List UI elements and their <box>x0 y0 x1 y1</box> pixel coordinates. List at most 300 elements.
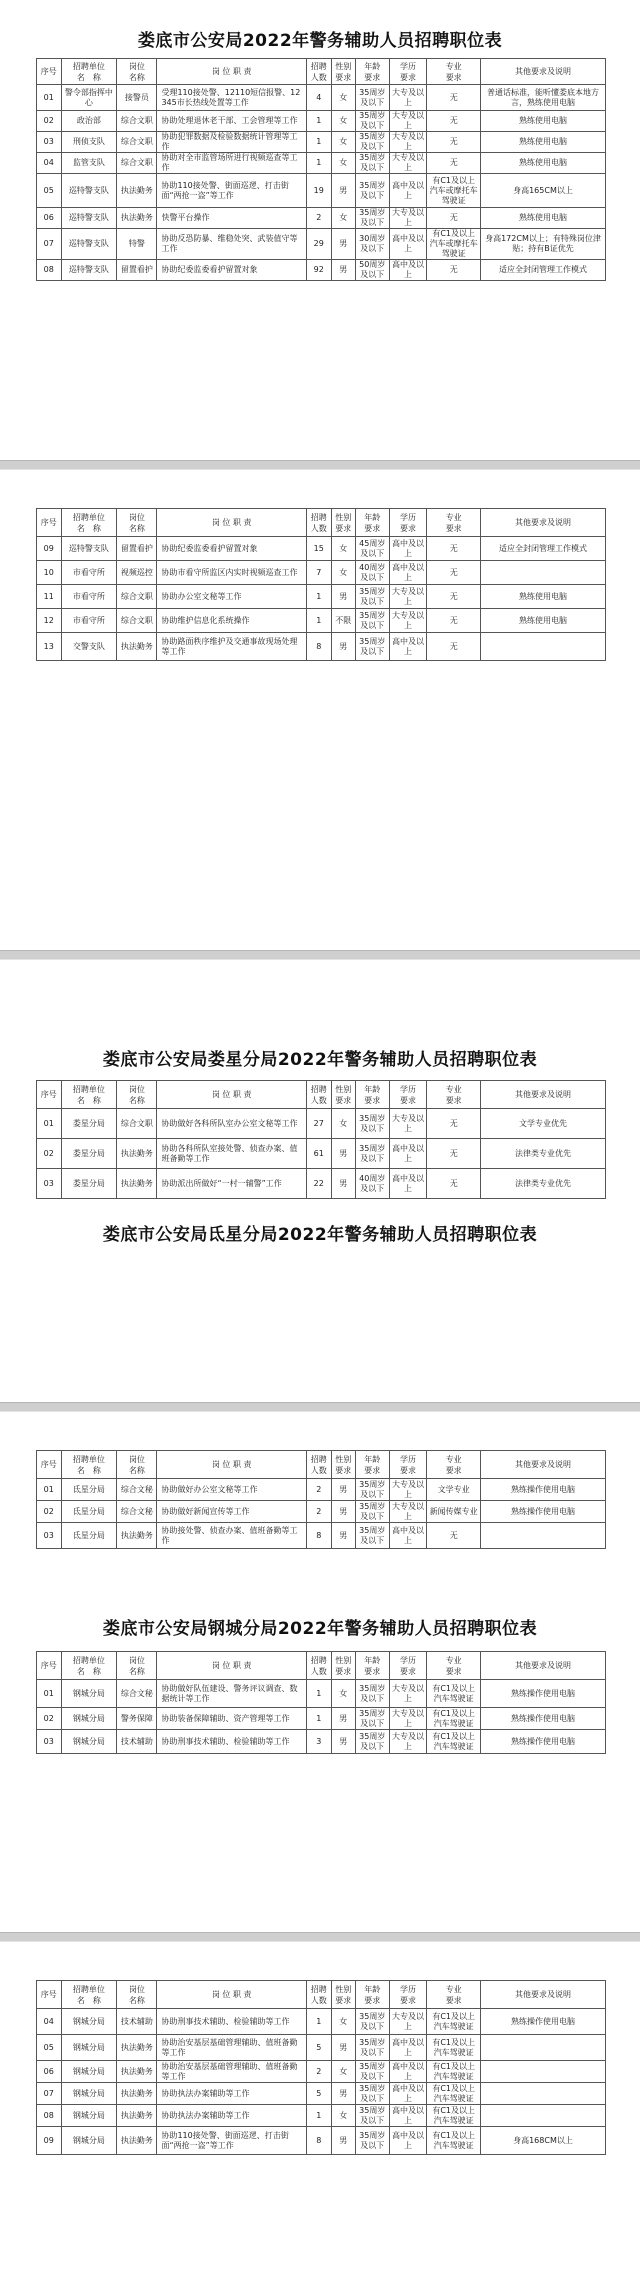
col-other: 适应全封闭管理工作模式 <box>480 537 605 561</box>
col-edu: 大专及以上 <box>389 609 427 633</box>
col-unit: 娄星分局 <box>61 1169 117 1199</box>
col-gender: 女 <box>331 561 356 585</box>
col-no: 07 <box>37 2083 62 2105</box>
col-no: 03 <box>37 1730 62 1754</box>
col-edu: 高中及以上 <box>389 1139 427 1169</box>
col-age: 35周岁及以下 <box>356 1523 389 1549</box>
col-other <box>480 2035 605 2061</box>
table-row <box>37 537 606 561</box>
col-post: 执法勤务 <box>117 174 157 208</box>
col-gender: 女 <box>331 85 356 111</box>
col-no: 06 <box>37 208 62 229</box>
col-duty: 协助对全市监管场所进行视频巡查等工作 <box>157 153 307 174</box>
col-age: 45周岁及以下 <box>356 537 389 561</box>
table-row <box>37 2009 606 2035</box>
col-post: 综合文职 <box>117 1109 157 1139</box>
page-separator <box>0 950 640 960</box>
col-other <box>480 1523 605 1549</box>
page-separator <box>0 1932 640 1942</box>
col-count: 2 <box>306 2061 331 2083</box>
col-count: 27 <box>306 1109 331 1139</box>
col-age: 35周岁及以下 <box>356 174 389 208</box>
col-post: 综合文秘 <box>117 1680 157 1708</box>
table-row <box>37 2105 606 2127</box>
col-age: 40周岁及以下 <box>356 1169 389 1199</box>
col-age: 35周岁及以下 <box>356 1109 389 1139</box>
col-other <box>480 2105 605 2127</box>
col-other <box>480 2061 605 2083</box>
col-post: 特警 <box>117 229 157 260</box>
col-edu: 高中及以上 <box>389 174 427 208</box>
col-edu: 大专及以上 <box>389 1708 427 1730</box>
col-age: 35周岁及以下 <box>356 85 389 111</box>
header-col-no: 序号 <box>37 59 62 85</box>
header-col-other: 其他要求及说明 <box>480 59 605 85</box>
header-col-major: 专业 要求 <box>427 509 481 537</box>
header-col-duty: 岗 位 职 责 <box>157 1652 307 1680</box>
col-major: 无 <box>427 609 481 633</box>
col-count: 5 <box>306 2083 331 2105</box>
table-row <box>37 208 606 229</box>
col-duty: 协助办公室文秘等工作 <box>157 585 307 609</box>
col-duty: 协助装备保障辅助、资产管理等工作 <box>157 1708 307 1730</box>
col-age: 40周岁及以下 <box>356 561 389 585</box>
col-gender: 女 <box>331 153 356 174</box>
col-no: 02 <box>37 1139 62 1169</box>
col-age: 35周岁及以下 <box>356 2061 389 2083</box>
col-unit: 钢城分局 <box>61 2035 117 2061</box>
col-post: 综合文职 <box>117 609 157 633</box>
header-col-duty: 岗 位 职 责 <box>157 1451 307 1479</box>
col-duty: 协助做好队伍建设、警务评议调查、数据统计等工作 <box>157 1680 307 1708</box>
col-post: 执法勤务 <box>117 2105 157 2127</box>
col-post: 综合文职 <box>117 585 157 609</box>
col-post: 技术辅助 <box>117 1730 157 1754</box>
col-no: 10 <box>37 561 62 585</box>
col-edu: 高中及以上 <box>389 633 427 661</box>
col-duty: 协助接处警、侦查办案、值班备勤等工作 <box>157 1523 307 1549</box>
col-gender: 男 <box>331 260 356 281</box>
col-edu: 高中及以上 <box>389 2127 427 2155</box>
header-col-gender: 性别 要求 <box>331 1652 356 1680</box>
col-unit: 市看守所 <box>61 609 117 633</box>
col-edu: 大专及以上 <box>389 85 427 111</box>
table-header-row <box>37 509 606 537</box>
col-count: 4 <box>306 85 331 111</box>
col-count: 3 <box>306 1730 331 1754</box>
document-page <box>0 1412 640 1932</box>
table-row <box>37 1109 606 1139</box>
col-major: 无 <box>427 1523 481 1549</box>
col-other: 普通话标准，能听懂娄底本地方言，熟练使用电脑 <box>480 85 605 111</box>
col-count: 1 <box>306 2105 331 2127</box>
col-edu: 高中及以上 <box>389 229 427 260</box>
col-edu: 大专及以上 <box>389 1501 427 1523</box>
col-post: 执法勤务 <box>117 633 157 661</box>
col-no: 02 <box>37 1501 62 1523</box>
col-no: 03 <box>37 132 62 153</box>
table-row <box>37 153 606 174</box>
col-gender: 男 <box>331 633 356 661</box>
col-unit: 氐星分局 <box>61 1479 117 1501</box>
col-count: 1 <box>306 2009 331 2035</box>
col-gender: 男 <box>331 1501 356 1523</box>
col-unit: 氐星分局 <box>61 1501 117 1523</box>
col-other: 熟练使用电脑 <box>480 153 605 174</box>
col-other: 身高165CM以上 <box>480 174 605 208</box>
table-row <box>37 1501 606 1523</box>
col-gender: 女 <box>331 537 356 561</box>
col-major: 无 <box>427 132 481 153</box>
header-col-age: 年龄 要求 <box>356 1451 389 1479</box>
col-unit: 政治部 <box>61 111 117 132</box>
col-duty: 协助市看守所监区内实时视频巡查工作 <box>157 561 307 585</box>
col-unit: 钢城分局 <box>61 2061 117 2083</box>
col-age: 35周岁及以下 <box>356 1680 389 1708</box>
header-col-duty: 岗 位 职 责 <box>157 59 307 85</box>
table-row <box>37 2035 606 2061</box>
col-other: 熟练使用电脑 <box>480 111 605 132</box>
header-col-age: 年龄 要求 <box>356 1081 389 1109</box>
header-col-count: 招聘 人数 <box>306 1451 331 1479</box>
col-gender: 男 <box>331 585 356 609</box>
header-col-major: 专业 要求 <box>427 1981 481 2009</box>
col-age: 35周岁及以下 <box>356 1139 389 1169</box>
col-no: 03 <box>37 1523 62 1549</box>
table-row <box>37 229 606 260</box>
col-duty: 协助维护信息化系统操作 <box>157 609 307 633</box>
col-gender: 女 <box>331 1680 356 1708</box>
col-unit: 监管支队 <box>61 153 117 174</box>
col-no: 03 <box>37 1169 62 1199</box>
col-unit: 钢城分局 <box>61 1708 117 1730</box>
col-other <box>480 633 605 661</box>
col-gender: 男 <box>331 174 356 208</box>
table-row <box>37 1523 606 1549</box>
col-other: 身高172CM以上；有特殊岗位津贴；持有B证优先 <box>480 229 605 260</box>
header-col-count: 招聘 人数 <box>306 59 331 85</box>
col-gender: 男 <box>331 2083 356 2105</box>
col-edu: 大专及以上 <box>389 153 427 174</box>
col-no: 01 <box>37 85 62 111</box>
header-col-other: 其他要求及说明 <box>480 1652 605 1680</box>
col-age: 35周岁及以下 <box>356 1730 389 1754</box>
col-other: 熟练操作使用电脑 <box>480 1501 605 1523</box>
col-duty: 协助纪委监委看护留置对象 <box>157 537 307 561</box>
col-gender: 男 <box>331 1523 356 1549</box>
col-unit: 娄星分局 <box>61 1109 117 1139</box>
page-separator <box>0 460 640 470</box>
header-col-count: 招聘 人数 <box>306 509 331 537</box>
col-unit: 娄星分局 <box>61 1139 117 1169</box>
col-major: 文学专业 <box>427 1479 481 1501</box>
table-header-row <box>37 59 606 85</box>
col-count: 2 <box>306 1479 331 1501</box>
job-table <box>36 1651 606 1754</box>
col-count: 8 <box>306 2127 331 2155</box>
col-duty: 协助纪委监委看护留置对象 <box>157 260 307 281</box>
document-page <box>0 960 640 1402</box>
header-col-duty: 岗 位 职 责 <box>157 509 307 537</box>
col-major: 无 <box>427 111 481 132</box>
table-row <box>37 561 606 585</box>
col-age: 50周岁及以下 <box>356 260 389 281</box>
header-col-count: 招聘 人数 <box>306 1981 331 2009</box>
table-header-row <box>37 1981 606 2009</box>
col-edu: 高中及以上 <box>389 1169 427 1199</box>
header-col-count: 招聘 人数 <box>306 1652 331 1680</box>
col-other: 法律类专业优先 <box>480 1169 605 1199</box>
table-row <box>37 609 606 633</box>
col-edu: 高中及以上 <box>389 2035 427 2061</box>
col-unit: 警令部指挥中心 <box>61 85 117 111</box>
job-table <box>36 1080 606 1199</box>
col-unit: 钢城分局 <box>61 2009 117 2035</box>
col-unit: 巡特警支队 <box>61 174 117 208</box>
col-major: 有C1及以上汽车驾驶证 <box>427 1680 481 1708</box>
col-major: 有C1及以上汽车或摩托车驾驶证 <box>427 229 481 260</box>
header-col-major: 专业 要求 <box>427 59 481 85</box>
col-post: 视频巡控 <box>117 561 157 585</box>
table-row <box>37 2127 606 2155</box>
header-col-major: 专业 要求 <box>427 1652 481 1680</box>
col-gender: 女 <box>331 208 356 229</box>
col-post: 接警员 <box>117 85 157 111</box>
col-no: 05 <box>37 174 62 208</box>
col-age: 30周岁及以下 <box>356 229 389 260</box>
header-col-age: 年龄 要求 <box>356 1652 389 1680</box>
col-post: 执法勤务 <box>117 1523 157 1549</box>
header-col-age: 年龄 要求 <box>356 509 389 537</box>
col-duty: 协助做好办公室文秘等工作 <box>157 1479 307 1501</box>
col-count: 8 <box>306 1523 331 1549</box>
col-no: 02 <box>37 1708 62 1730</box>
col-age: 35周岁及以下 <box>356 208 389 229</box>
col-edu: 大专及以上 <box>389 1479 427 1501</box>
col-edu: 大专及以上 <box>389 1730 427 1754</box>
col-unit: 钢城分局 <box>61 1680 117 1708</box>
header-col-other: 其他要求及说明 <box>480 1081 605 1109</box>
col-gender: 不限 <box>331 609 356 633</box>
col-count: 22 <box>306 1169 331 1199</box>
header-col-no: 序号 <box>37 1081 62 1109</box>
col-gender: 男 <box>331 1708 356 1730</box>
table-row <box>37 111 606 132</box>
header-col-post: 岗位 名称 <box>117 1081 157 1109</box>
header-col-post: 岗位 名称 <box>117 509 157 537</box>
table-row <box>37 1680 606 1708</box>
col-unit: 巡特警支队 <box>61 208 117 229</box>
col-gender: 男 <box>331 2127 356 2155</box>
col-post: 综合文职 <box>117 153 157 174</box>
col-gender: 男 <box>331 2035 356 2061</box>
col-post: 综合文职 <box>117 132 157 153</box>
page-separator <box>0 1402 640 1412</box>
header-col-count: 招聘 人数 <box>306 1081 331 1109</box>
col-duty: 协助路面秩序维护及交通事故现场处理等工作 <box>157 633 307 661</box>
col-gender: 男 <box>331 229 356 260</box>
col-unit: 市看守所 <box>61 585 117 609</box>
col-age: 35周岁及以下 <box>356 585 389 609</box>
col-count: 15 <box>306 537 331 561</box>
col-gender: 女 <box>331 1109 356 1139</box>
col-major: 有C1及以上汽车驾驶证 <box>427 2009 481 2035</box>
col-post: 综合文职 <box>117 111 157 132</box>
col-no: 01 <box>37 1680 62 1708</box>
col-age: 35周岁及以下 <box>356 111 389 132</box>
col-post: 执法勤务 <box>117 1139 157 1169</box>
col-major: 有C1及以上汽车驾驶证 <box>427 1708 481 1730</box>
col-age: 35周岁及以下 <box>356 1708 389 1730</box>
col-unit: 钢城分局 <box>61 1730 117 1754</box>
col-age: 35周岁及以下 <box>356 609 389 633</box>
section-title: 娄底市公安局钢城分局2022年警务辅助人员招聘职位表 <box>102 1619 538 1639</box>
col-age: 35周岁及以下 <box>356 153 389 174</box>
col-no: 13 <box>37 633 62 661</box>
col-unit: 刑侦支队 <box>61 132 117 153</box>
col-unit: 交警支队 <box>61 633 117 661</box>
col-other: 熟练使用电脑 <box>480 609 605 633</box>
header-col-edu: 学历 要求 <box>389 509 427 537</box>
col-major: 无 <box>427 153 481 174</box>
col-unit: 巡特警支队 <box>61 229 117 260</box>
header-col-other: 其他要求及说明 <box>480 1451 605 1479</box>
col-age: 35周岁及以下 <box>356 2009 389 2035</box>
col-age: 35周岁及以下 <box>356 2127 389 2155</box>
col-age: 35周岁及以下 <box>356 1479 389 1501</box>
col-no: 05 <box>37 2035 62 2061</box>
col-count: 1 <box>306 153 331 174</box>
col-count: 7 <box>306 561 331 585</box>
col-count: 5 <box>306 2035 331 2061</box>
col-age: 35周岁及以下 <box>356 132 389 153</box>
header-col-no: 序号 <box>37 1652 62 1680</box>
col-age: 35周岁及以下 <box>356 2083 389 2105</box>
header-col-no: 序号 <box>37 509 62 537</box>
header-col-age: 年龄 要求 <box>356 1981 389 2009</box>
table-row <box>37 585 606 609</box>
col-unit: 钢城分局 <box>61 2083 117 2105</box>
section-title: 娄底市公安局娄星分局2022年警务辅助人员招聘职位表 <box>102 1050 538 1070</box>
col-duty: 协助治安基层基础管理辅助、值班备勤等工作 <box>157 2061 307 2083</box>
header-col-age: 年龄 要求 <box>356 59 389 85</box>
col-edu: 大专及以上 <box>389 1680 427 1708</box>
document-page <box>0 0 640 460</box>
col-count: 19 <box>306 174 331 208</box>
col-major: 有C1及以上汽车驾驶证 <box>427 2061 481 2083</box>
header-col-unit: 招聘单位 名 称 <box>61 59 117 85</box>
col-no: 08 <box>37 260 62 281</box>
col-no: 12 <box>37 609 62 633</box>
col-count: 1 <box>306 585 331 609</box>
col-count: 1 <box>306 132 331 153</box>
col-post: 执法勤务 <box>117 2061 157 2083</box>
header-col-gender: 性别 要求 <box>331 1981 356 2009</box>
header-col-gender: 性别 要求 <box>331 59 356 85</box>
col-post: 执法勤务 <box>117 208 157 229</box>
col-other: 身高168CM以上 <box>480 2127 605 2155</box>
header-col-major: 专业 要求 <box>427 1081 481 1109</box>
table-row <box>37 1169 606 1199</box>
col-unit: 氐星分局 <box>61 1523 117 1549</box>
col-no: 02 <box>37 111 62 132</box>
col-post: 执法勤务 <box>117 2127 157 2155</box>
col-count: 8 <box>306 633 331 661</box>
col-other: 熟练操作使用电脑 <box>480 1730 605 1754</box>
header-col-gender: 性别 要求 <box>331 509 356 537</box>
col-unit: 巡特警支队 <box>61 537 117 561</box>
col-other <box>480 2083 605 2105</box>
col-major: 无 <box>427 633 481 661</box>
col-post: 执法勤务 <box>117 2083 157 2105</box>
header-col-post: 岗位 名称 <box>117 1451 157 1479</box>
col-duty: 协助反恐防暴、维稳处突、武装值守等工作 <box>157 229 307 260</box>
col-duty: 协助犯罪数据及检验数据统计管理等工作 <box>157 132 307 153</box>
col-post: 执法勤务 <box>117 2035 157 2061</box>
header-col-edu: 学历 要求 <box>389 1652 427 1680</box>
col-major: 无 <box>427 1109 481 1139</box>
col-post: 综合文秘 <box>117 1479 157 1501</box>
col-unit: 巡特警支队 <box>61 260 117 281</box>
table-header-row <box>37 1652 606 1680</box>
col-duty: 快警平台操作 <box>157 208 307 229</box>
col-major: 有C1及以上汽车驾驶证 <box>427 2083 481 2105</box>
col-no: 07 <box>37 229 62 260</box>
table-row <box>37 2061 606 2083</box>
col-edu: 高中及以上 <box>389 2083 427 2105</box>
table-row <box>37 1479 606 1501</box>
table-row <box>37 85 606 111</box>
header-col-edu: 学历 要求 <box>389 1081 427 1109</box>
col-count: 1 <box>306 609 331 633</box>
col-major: 有C1及以上汽车驾驶证 <box>427 2127 481 2155</box>
col-edu: 大专及以上 <box>389 132 427 153</box>
col-count: 1 <box>306 1680 331 1708</box>
col-duty: 受理110接处警、12110短信报警、12345市长热线处置等工作 <box>157 85 307 111</box>
col-no: 09 <box>37 2127 62 2155</box>
col-post: 留置看护 <box>117 260 157 281</box>
col-major: 无 <box>427 1139 481 1169</box>
col-duty: 协助刑事技术辅助、检验辅助等工作 <box>157 1730 307 1754</box>
table-header-row <box>37 1451 606 1479</box>
col-other: 文学专业优先 <box>480 1109 605 1139</box>
table-header-row <box>37 1081 606 1109</box>
col-no: 01 <box>37 1479 62 1501</box>
header-col-edu: 学历 要求 <box>389 1981 427 2009</box>
col-duty: 协助派出所做好“一村一辅警”工作 <box>157 1169 307 1199</box>
table-row <box>37 1708 606 1730</box>
col-major: 有C1及以上汽车或摩托车驾驶证 <box>427 174 481 208</box>
col-no: 04 <box>37 153 62 174</box>
table-row <box>37 260 606 281</box>
col-major: 无 <box>427 537 481 561</box>
col-duty: 协助做好新闻宣传等工作 <box>157 1501 307 1523</box>
header-col-major: 专业 要求 <box>427 1451 481 1479</box>
col-duty: 协助治安基层基础管理辅助、值班备勤等工作 <box>157 2035 307 2061</box>
col-edu: 大专及以上 <box>389 1109 427 1139</box>
header-col-unit: 招聘单位 名 称 <box>61 1451 117 1479</box>
col-other: 法律类专业优先 <box>480 1139 605 1169</box>
col-duty: 协助刑事技术辅助、检验辅助等工作 <box>157 2009 307 2035</box>
col-count: 2 <box>306 1501 331 1523</box>
col-count: 29 <box>306 229 331 260</box>
col-no: 08 <box>37 2105 62 2127</box>
col-other: 熟练使用电脑 <box>480 585 605 609</box>
col-count: 2 <box>306 208 331 229</box>
header-col-edu: 学历 要求 <box>389 59 427 85</box>
col-major: 无 <box>427 561 481 585</box>
header-col-other: 其他要求及说明 <box>480 509 605 537</box>
